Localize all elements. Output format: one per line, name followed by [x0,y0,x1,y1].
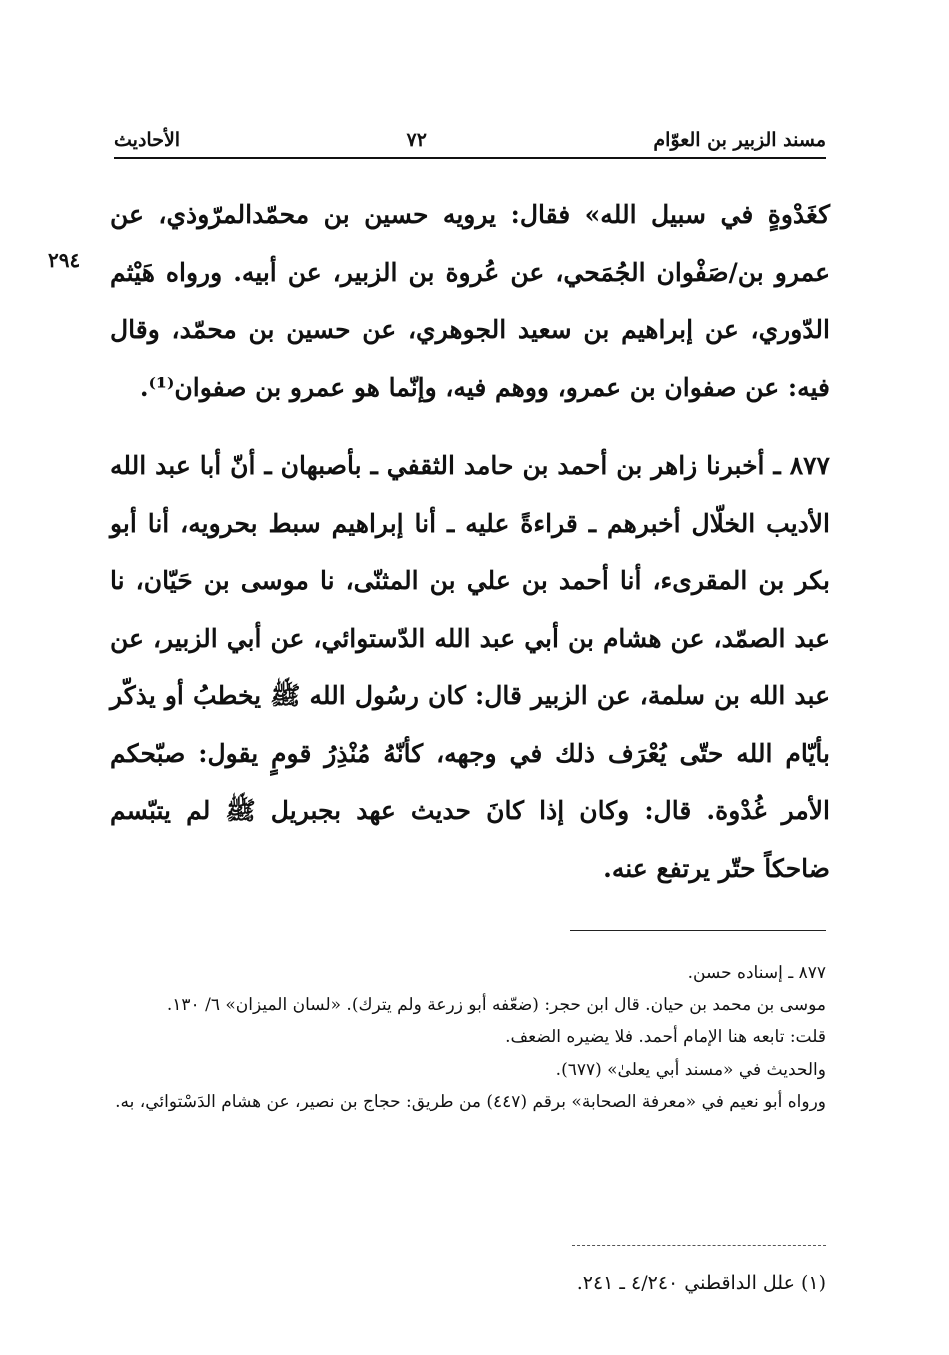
footnote-line: ورواه أبو نعيم في «معرفة الصحابة» برقم (٤٤٧) من طريق: حجاج بن نصير، عن هشام الدَسْتوائي، به. [115,1091,826,1112]
footnote-line: ٨٧٧ ـ إسناده حسن. [687,963,826,983]
endnote: (١) علل الداقطني ٤/٢٤٠ ـ ٢٤١. [576,1272,826,1294]
footnote-line: والحديث في «مسند أبي يعلىٰ» (٦٧٧). [555,1059,826,1080]
main-text [110,186,830,897]
margin-reference-number: ٢٩٤ [48,248,81,272]
footnote-line: قلت: تابعه هنا الإمام أحمد. فلا يضيره الضعف. [505,1027,826,1048]
footnotes [110,957,826,1118]
header-book-title: مسند الزبير بن العوّام [653,129,826,151]
endnote-separator [572,1245,826,1246]
page-header [114,124,826,156]
header-rule [114,157,826,159]
paragraph-hadith-877: ٨٧٧ ـ أخبرنا زاهر بن أحمد بن حامد الثقفي ـ بأصبهان ـ أنّ أبا عبد الله الأديب الخلّال أخبرهم ـ قراءةً عليه ـ أنا إبراهيم سبط بحرويه، أنا أبو بكر بن المقرىء، أنا أحمد بن علي بن المثنّى، نا موسى بن حَيّان، نا عبد الصمّد، عن هشام بن أبي عبد الله الدّستوائي، عن أبي الزبير، عن عبد الله بن سلمة، عن الزبير قال: كان رسُول الله ﷺ يخطبُ أو يذكّر بأيّام الله حتّى يُعْرَف ذلك في وجهه، كأنّهُ مُنْذِرُ قومٍ يقول: صبّحكم الأمر غُدْوة. قال: وكان إذا كانَ حديث عهد بجبريل ﷺ لم يتبّسم ضاحكاً حتّر يرتفع عنه. [110,451,830,883]
footnote-line: موسى بن محمد بن حيان. قال ابن حجر: (ضعّفه أبو زرعة ولم يترك). «لسان الميزان» ٦/ ١٣٠. [166,995,826,1016]
header-page-number: ٧٢ [406,129,427,151]
paragraph-continuation: كغَدْوةٍ في سبيل الله» فقال: يرويه حسين بن محمّدالمرّوذي، عن عمرو بن/صَفْوان الجُمَحي، عن عُروة بن الزبير، عن أبيه. ورواه هَيْثم الدّوري، عن إبراهيم بن سعيد الجوهري، عن حسين بن محمّد، وقال فيه: عن صفوان بن عمرو، ووهم فيه، وإنّما هو عمرو بن صفوان⁽¹⁾. [110,200,830,402]
header-section-title: الأحاديث [114,129,181,151]
footnote-separator [570,930,826,931]
